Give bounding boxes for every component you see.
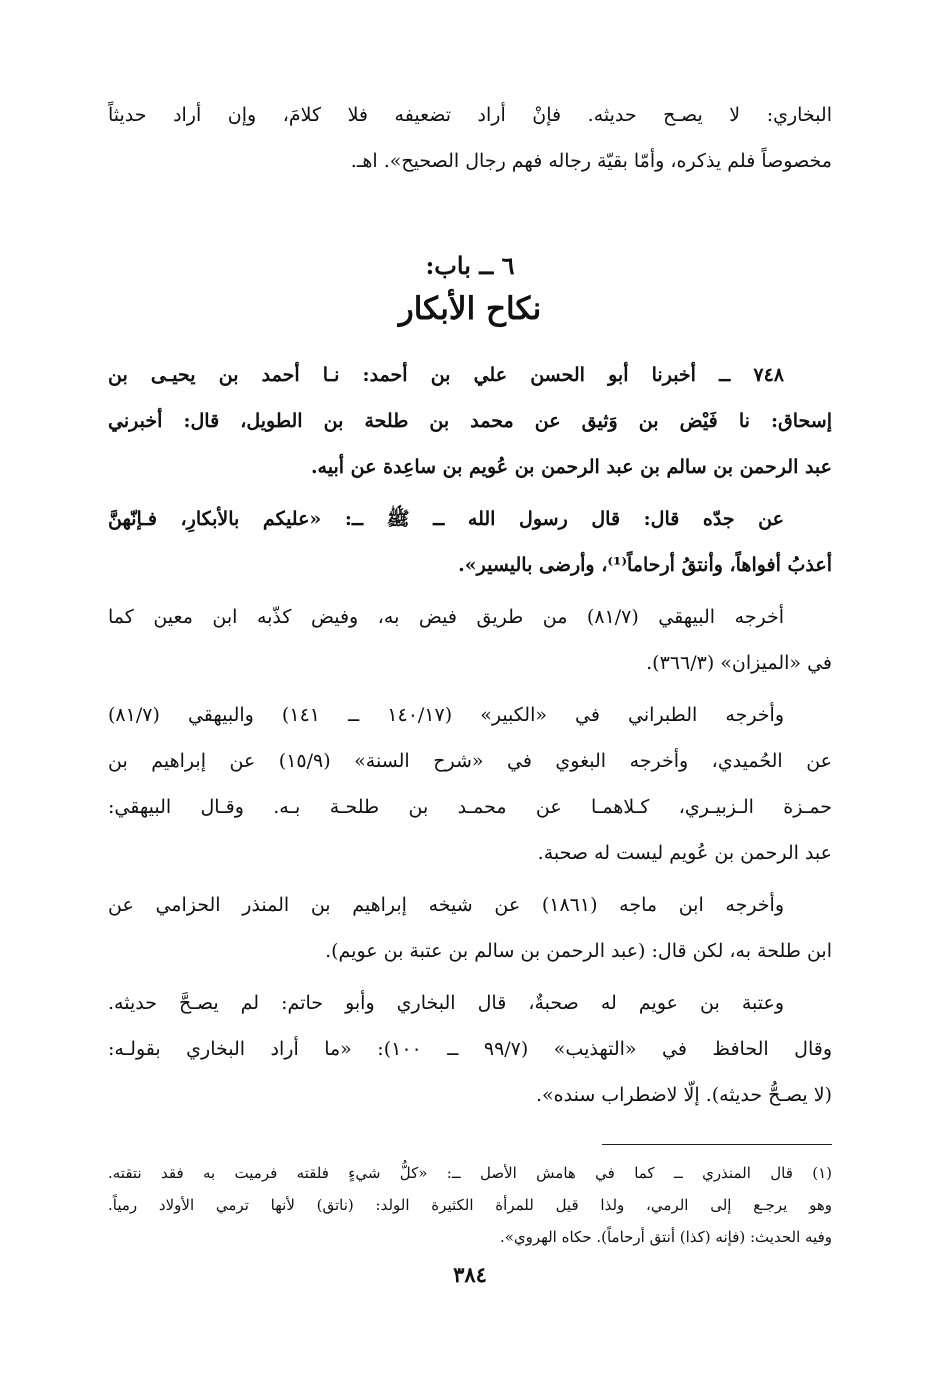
chapter-number: ٦ ــ باب:	[425, 251, 515, 280]
commentary-line: عن الحُميدي، وأخرجه البغوي في «شرح السنة» (١٥/٩) عن إبراهيم بن	[108, 750, 833, 772]
commentary-line: وأخرجه ابن ماجه (١٨٦١) عن شيخه إبراهيم بن المنذر الحزامي عن	[108, 894, 785, 916]
matn-line: أعذبُ أفواهاً، وأنتقُ أرحاماً⁽¹⁾، وأرضى باليسير».	[458, 554, 832, 576]
intro-line: البخاري: لا يصـح حديثه. فإنْ أراد تضعيفه فلا كلامَ، وإن أراد حديثاً	[108, 104, 832, 126]
isnad-line: إسحاق: نا فَيْض بن وَثيق عن محمد بن طلحة بن الطويل، قال: أخبرني	[108, 410, 832, 432]
commentary-line: ابن طلحة به، لكن قال: (عبد الرحمن بن سالم بن عتبة بن عويم).	[325, 940, 832, 962]
matn-line: عن جدّه قال: قال رسول الله ــ ﷺ ــ: «عليكم بالأبكارِ، فـإنّهنَّ	[108, 508, 784, 530]
footnote-line: (١) قال المنذري ــ كما في هامش الأصل ــ: «كلُّ شيءٍ فلقته فرميت به فقد نتقته.	[108, 1164, 832, 1182]
intro-line: مخصوصاً فلم يذكره، وأمّا بقيّة رجاله فهم رجال الصحيح». اهـ.	[350, 150, 832, 172]
commentary-paragraph	[108, 692, 832, 876]
footnote-separator	[602, 1144, 832, 1145]
commentary-line: (لا يصـحُّ حديثه). إلّا لاضطراب سنده».	[536, 1084, 832, 1106]
commentary-line: حمـزة الـزبيـري، كـلاهمـا عن محمـد بن طلحـة بـه. وقـال البيهقي:	[108, 796, 832, 818]
hadith-matn	[108, 496, 832, 588]
isnad-line: ٧٤٨ ــ أخبرنا أبو الحسن علي بن أحمد: نـا أحمد بن يحيـى بن	[108, 364, 784, 386]
commentary-paragraph	[108, 594, 832, 686]
isnad-line: عبد الرحمن بن سالم بن عبد الرحمن بن عُويم بن ساعِدة عن أبيه.	[310, 456, 832, 478]
commentary-line: وقال الحافظ في «التهذيب» (٩٩/٧ ــ ١٠٠): «ما أراد البخاري بقولـه:	[108, 1038, 832, 1060]
commentary-paragraph	[108, 882, 832, 974]
footnote-line: وفيه الحديث: (فإنه (كذا) أنتق أرحاماً). حكاه الهروي».	[499, 1228, 832, 1246]
footnote-line: وهو يرجـع إلى الرمي، ولذا قيل للمرأة الكثيرة الولد: (ناتق) لأنها ترمي الأولاد رمياً.	[108, 1196, 832, 1214]
hadith-isnad	[108, 352, 832, 490]
commentary-paragraph	[108, 980, 832, 1118]
chapter-title: نكاح الأبكار	[398, 291, 542, 327]
commentary-line: وأخرجه الطبراني في «الكبير» (١٤٠/١٧ ــ ١٤١) والبيهقي (٨١/٧)	[108, 704, 785, 726]
commentary-line: عبد الرحمن بن عُويم ليست له صحبة.	[537, 842, 832, 864]
page-number: ٣٨٤	[453, 1262, 487, 1287]
commentary-line: أخرجه البيهقي (٨١/٧) من طريق فيض به، وفيض كذّبه ابن معين كما	[108, 606, 785, 628]
commentary-line: وعتبة بن عويم له صحبةٌ، قال البخاري وأبو حاتم: لم يصـحَّ حديثه.	[108, 992, 784, 1014]
commentary-line: في «الميزان» (٣٦٦/٣).	[646, 652, 832, 674]
footnote	[108, 1157, 832, 1253]
intro-paragraph	[108, 92, 832, 184]
